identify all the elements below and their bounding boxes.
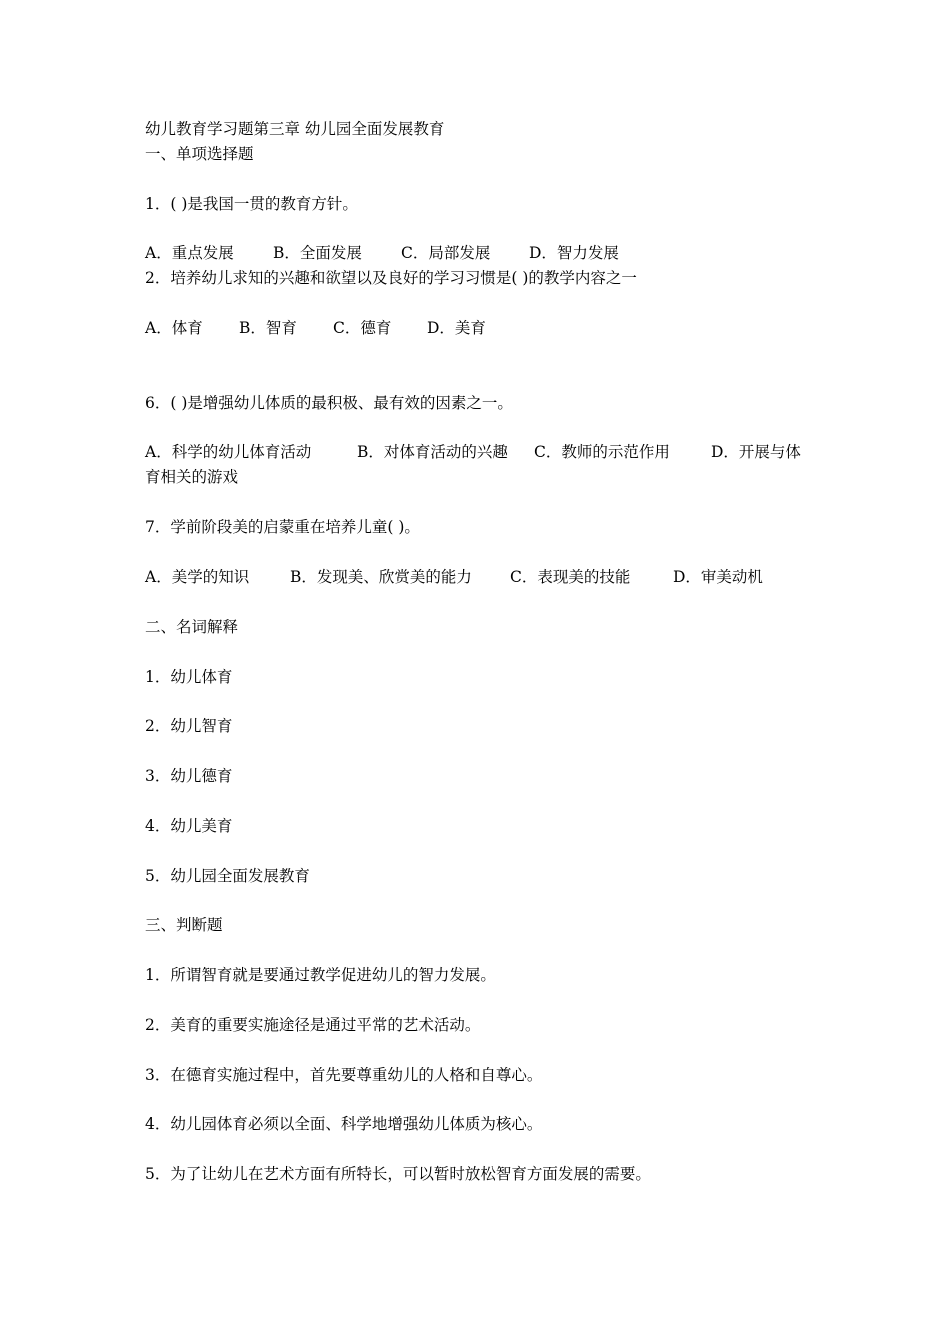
question-2-option-a: A．体育: [145, 319, 203, 337]
question-1-option-a: A．重点发展: [145, 244, 234, 262]
question-2-option-d: D．美育: [427, 319, 486, 337]
question-1-options: [145, 242, 619, 264]
question-6-options: [145, 441, 801, 463]
question-6-option-b: B．对体育活动的兴趣: [357, 443, 508, 461]
question-1-option-b: B．全面发展: [273, 244, 362, 262]
section-heading-true-false: 三、判断题: [145, 916, 223, 934]
true-false-item: 3．在德育实施过程中，首先要尊重幼儿的人格和自尊心。: [145, 1066, 543, 1084]
question-7-options: [145, 566, 763, 588]
question-6-option-c: C．教师的示范作用: [534, 443, 670, 461]
definition-item: 1．幼儿体育: [145, 668, 233, 686]
question-7-option-b: B．发现美、欣赏美的能力: [290, 568, 472, 586]
true-false-item: 1．所谓智育就是要通过教学促进幼儿的智力发展。: [145, 966, 496, 984]
true-false-item: 2．美育的重要实施途径是通过平常的艺术活动。: [145, 1016, 481, 1034]
question-7-option-d: D．审美动机: [673, 568, 763, 586]
question-7-option-c: C．表现美的技能: [510, 568, 631, 586]
definition-item: 4．幼儿美育: [145, 817, 233, 835]
definition-item: 2．幼儿智育: [145, 717, 233, 735]
question-2-options: [145, 317, 486, 339]
question-7-stem: 7．学前阶段美的启蒙重在培养儿童( )。: [145, 518, 420, 536]
definition-item: 3．幼儿德育: [145, 767, 233, 785]
question-1-stem: 1．( )是我国一贯的教育方针。: [145, 195, 358, 213]
question-1-option-c: C．局部发展: [401, 244, 491, 262]
section-heading-single-choice: 一、单项选择题: [145, 145, 254, 163]
definition-item: 5．幼儿园全面发展教育: [145, 867, 310, 885]
question-2-option-c: C．德育: [333, 319, 392, 337]
true-false-item: 5．为了让幼儿在艺术方面有所特长，可以暂时放松智育方面发展的需要。: [145, 1165, 651, 1183]
question-6-option-d: D．开展与体: [711, 443, 801, 461]
document-title: 幼儿教育学习题第三章 幼儿园全面发展教育: [145, 120, 445, 138]
question-6-stem: 6．( )是增强幼儿体质的最积极、最有效的因素之一。: [145, 394, 513, 412]
question-7-option-a: A．美学的知识: [145, 568, 250, 586]
question-6-option-d-continuation: 育相关的游戏: [145, 468, 239, 486]
question-2-stem: 2．培养幼儿求知的兴趣和欲望以及良好的学习习惯是( )的教学内容之一: [145, 269, 637, 287]
question-1-option-d: D．智力发展: [529, 244, 619, 262]
section-heading-definitions: 二、名词解释: [145, 618, 239, 636]
question-6-option-a: A．科学的幼儿体育活动: [145, 443, 312, 461]
true-false-item: 4．幼儿园体育必须以全面、科学地增强幼儿体质为核心。: [145, 1115, 543, 1133]
question-2-option-b: B．智育: [239, 319, 297, 337]
